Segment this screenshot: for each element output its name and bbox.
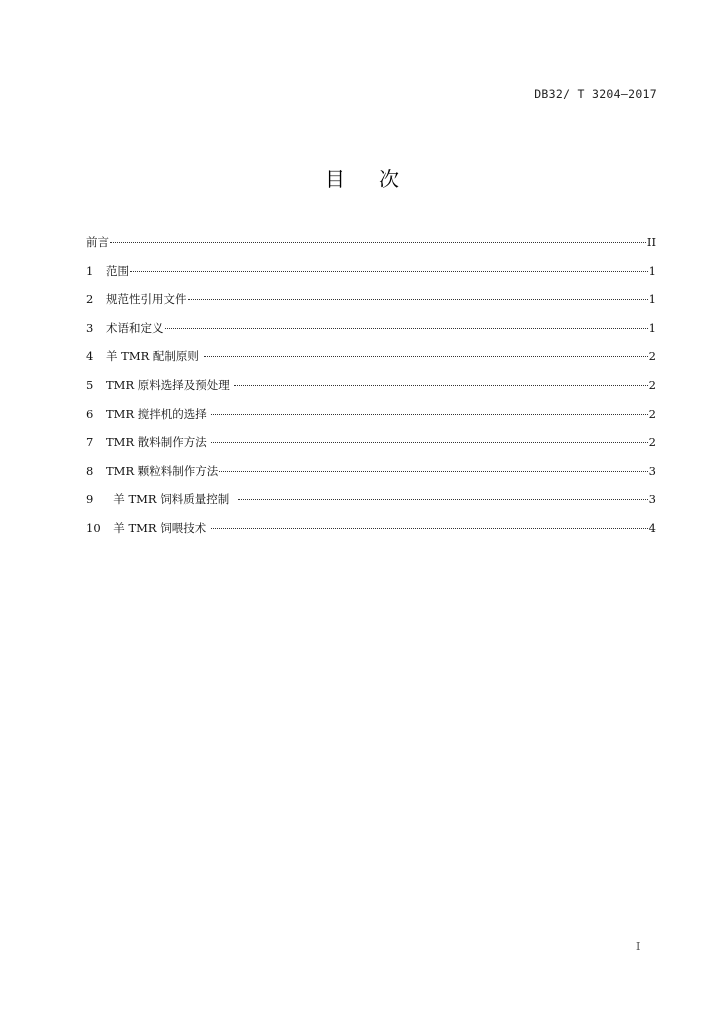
toc-page: 2 xyxy=(648,377,656,392)
toc-number: 7 xyxy=(86,435,94,450)
dot-leader xyxy=(165,328,648,329)
dot-leader xyxy=(219,471,647,472)
dot-leader xyxy=(211,442,647,443)
dot-leader xyxy=(234,385,647,386)
toc-entry-4[interactable] xyxy=(86,347,656,376)
toc-number: 1 xyxy=(86,263,94,278)
toc-number: 10 xyxy=(86,520,101,535)
toc-entry-3[interactable] xyxy=(86,319,656,348)
toc-number: 3 xyxy=(86,320,94,335)
toc-entry-5[interactable] xyxy=(86,376,656,405)
toc-number: 5 xyxy=(86,377,94,392)
dot-leader xyxy=(204,356,648,357)
toc-label: TMR 散料制作方法 xyxy=(106,435,211,450)
toc-label: TMR 搅拌机的选择 xyxy=(106,406,211,421)
table-of-contents xyxy=(86,233,656,548)
toc-title: 目次 xyxy=(325,167,433,191)
dot-leader xyxy=(188,299,648,300)
toc-page: 3 xyxy=(648,463,656,478)
toc-page: 1 xyxy=(648,263,656,278)
toc-number: 6 xyxy=(86,406,94,421)
toc-label: TMR 颗粒料制作方法 xyxy=(106,463,219,478)
toc-number: 4 xyxy=(86,349,94,364)
toc-number: 8 xyxy=(86,463,94,478)
toc-entry-7[interactable] xyxy=(86,433,656,462)
toc-page: 1 xyxy=(648,320,656,335)
toc-entry-2[interactable] xyxy=(86,290,656,319)
toc-entry-8[interactable] xyxy=(86,462,656,491)
toc-page: II xyxy=(646,235,656,249)
toc-page: 2 xyxy=(648,435,656,450)
toc-number: 2 xyxy=(86,292,94,307)
toc-entry-1[interactable] xyxy=(86,262,656,291)
dot-leader xyxy=(211,414,647,415)
toc-label: 羊 TMR 饲喂技术 xyxy=(106,520,210,535)
dot-leader xyxy=(130,271,648,272)
toc-entry-6[interactable] xyxy=(86,405,656,434)
standard-code: DB32/ T 3204—2017 xyxy=(534,87,657,101)
toc-entry-9[interactable] xyxy=(86,490,656,519)
toc-page: 2 xyxy=(648,406,656,421)
toc-number: 9 xyxy=(86,492,94,507)
toc-page: 1 xyxy=(648,292,656,307)
toc-label: 规范性引用文件 xyxy=(106,292,187,307)
toc-label: 前言 xyxy=(86,235,109,249)
dot-leader xyxy=(110,242,646,243)
dot-leader xyxy=(238,499,648,500)
dot-leader xyxy=(211,528,648,529)
toc-label: 羊 TMR 饲料质量控制 xyxy=(106,492,237,507)
toc-page: 3 xyxy=(648,492,656,507)
footer-page-number: I xyxy=(636,940,641,953)
toc-entry-foreword[interactable] xyxy=(86,233,656,262)
toc-label: 羊 TMR 配制原则 xyxy=(106,349,203,364)
toc-page: 4 xyxy=(648,520,656,535)
toc-label: 术语和定义 xyxy=(106,320,164,335)
toc-label: 范围 xyxy=(106,263,129,278)
toc-label: TMR 原料选择及预处理 xyxy=(106,377,234,392)
toc-entry-10[interactable] xyxy=(86,519,656,548)
toc-page: 2 xyxy=(648,349,656,364)
